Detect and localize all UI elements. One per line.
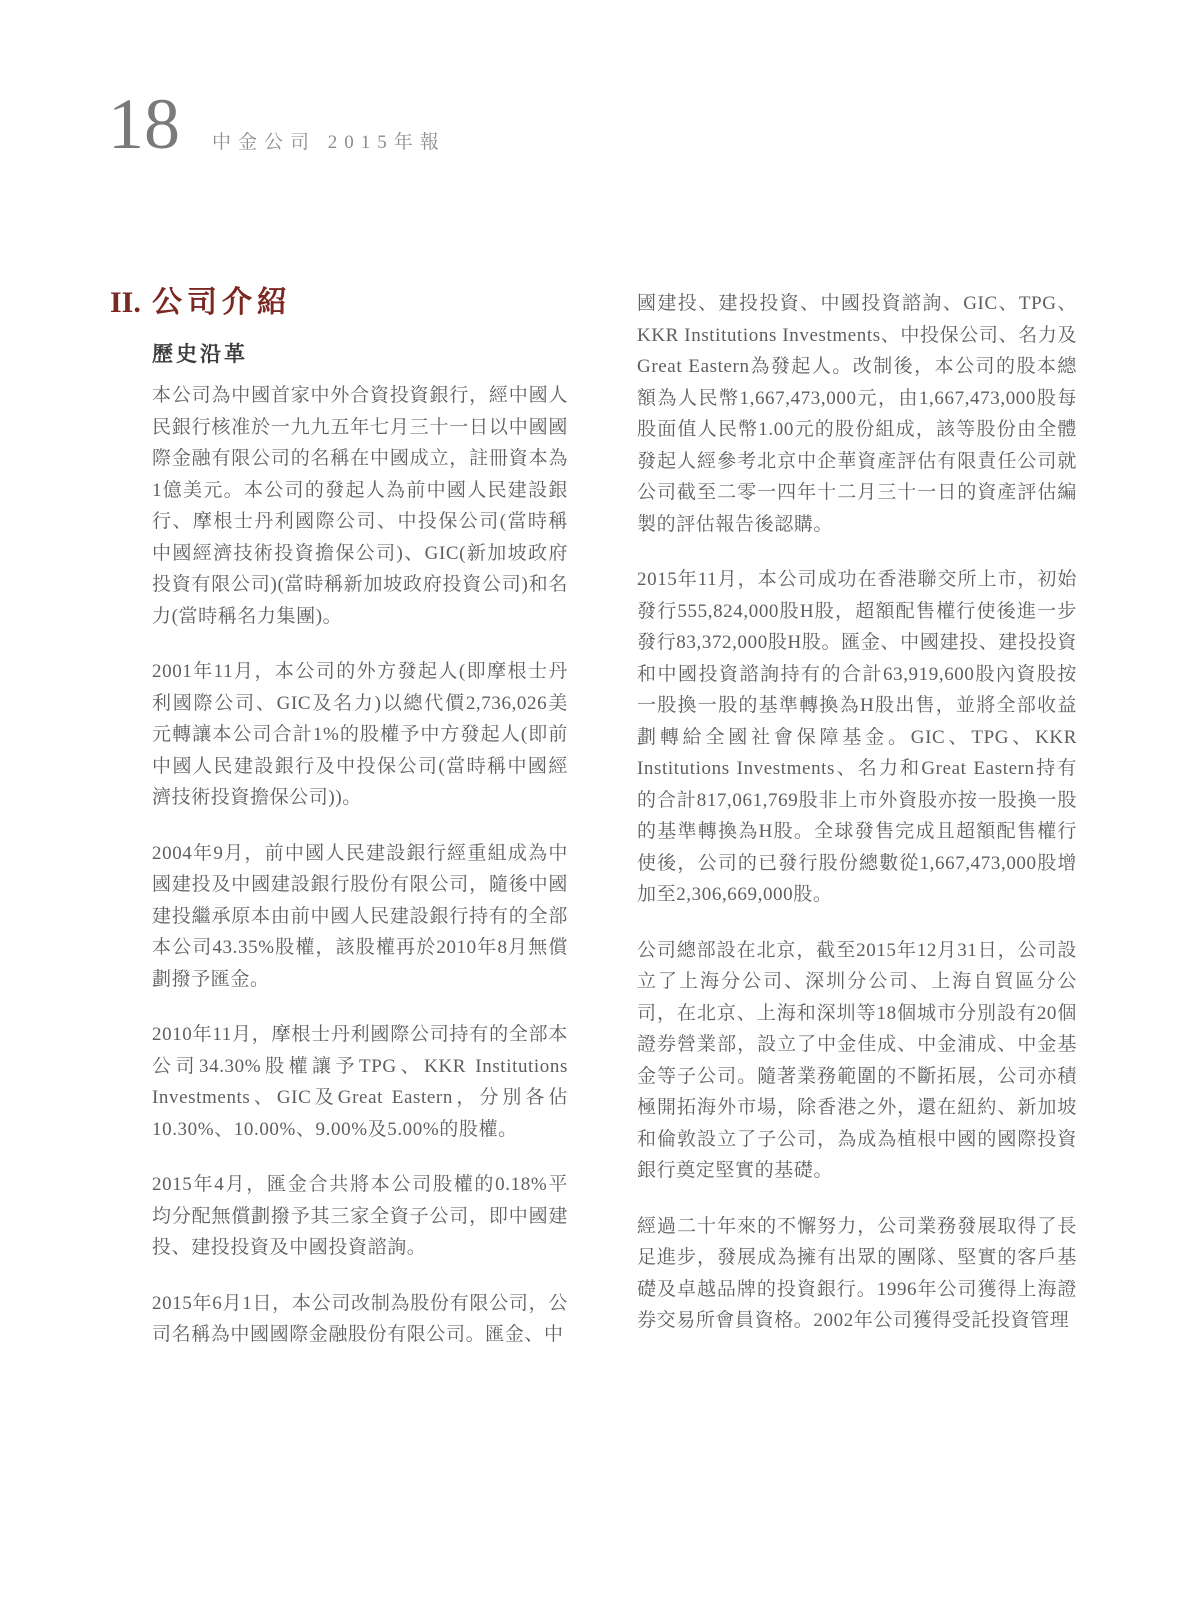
section-heading (110, 284, 292, 322)
paragraph: 2015年4月，匯金合共將本公司股權的0.18%平均分配無償劃撥予其三家全資子公司，即中國建投、建投投資及中國投資諮詢。 (152, 1174, 568, 1258)
paragraph: 2001年11月，本公司的外方發起人(即摩根士丹利國際公司、GIC及名力)以總代價2,736,026美元轉讓本公司合計1%的股權予中方發起人(即前中國人民建設銀行及中投保公司(當時稱中國經濟技術投資擔保公司))。 (152, 661, 568, 808)
page-header (108, 84, 446, 164)
paragraph: 公司總部設在北京，截至2015年12月31日，公司設立了上海分公司、深圳分公司、上海自貿區分公司，在北京、上海和深圳等18個城市分別設有20個證券營業部，設立了中金佳成、中金浦成、中金基金等子公司。隨著業務範圍的不斷拓展，公司亦積極開拓海外市場，除香港之外，還在紐約、新加坡和倫敦設立了子公司，為成為植根中國的國際投資銀行奠定堅實的基礎。 (637, 939, 1077, 1181)
page-number: 18 (108, 84, 180, 164)
section-title: 公司介紹 (152, 286, 292, 319)
paragraph: 2015年11月，本公司成功在香港聯交所上市，初始發行555,824,000股H股，超額配售權行使後進一步發行83,372,000股H股。匯金、中國建投、建投投資和中國投資諮詢持有的合計63,919,600股內資股按一股換一股的基準轉換為H股出售，並將全部收益劃轉給全國社會保障基金。GIC、TPG、KKR Institutions Investments、名力和Great Eastern持有的合計817,061,769股非上市外資股亦按一股換一股的基準轉換為H股。全球發售完成且超額配售權行使後，公司的已發行股份總數從1,667,473,000股增加至2,306,669,000股。 (637, 569, 1077, 905)
paragraph: 2010年11月，摩根士丹利國際公司持有的全部本公司34.30%股權讓予TPG、KKR Institutions Investments、GIC及Great Eastern，分別各佔10.30%、10.00%、9.00%及5.00%的股權。 (152, 1024, 568, 1140)
paragraph: 2015年6月1日，本公司改制為股份有限公司，公司名稱為中國國際金融股份有限公司。匯金、中 (152, 1292, 568, 1345)
right-column (637, 288, 1077, 1337)
paragraph: 經過二十年來的不懈努力，公司業務發展取得了長足進步，發展成為擁有出眾的團隊、堅實的客戶基礎及卓越品牌的投資銀行。1996年公司獲得上海證券交易所會員資格。2002年公司獲得受託投資管理 (637, 1215, 1077, 1331)
left-column (152, 380, 568, 1351)
paragraph: 國建投、建投投資、中國投資諮詢、GIC、TPG、KKR Institutions Investments、中投保公司、名力及Great Eastern為發起人。改制後，本公司的股本總額為人民幣1,667,473,000元，由1,667,473,000股每股面值人民幣1.00元的股份組成，該等股份由全體發起人經參考北京中企華資產評估有限責任公司就公司截至二零一四年十二月三十一日的資產評估編製的評估報告後認購。 (637, 293, 1077, 535)
section-subtitle: 歷史沿革 (152, 342, 248, 366)
paragraph: 本公司為中國首家中外合資投資銀行，經中國人民銀行核准於一九九五年七月三十一日以中國國際金融有限公司的名稱在中國成立，註冊資本為1億美元。本公司的發起人為前中國人民建設銀行、摩根士丹利國際公司、中投保公司(當時稱中國經濟技術投資擔保公司)、GIC(新加坡政府投資有限公司)(當時稱新加坡政府投資公司)和名力(當時稱名力集團)。 (152, 385, 568, 627)
section-number: II. (110, 286, 141, 319)
report-title: 中金公司 2015年報 (212, 132, 446, 153)
paragraph: 2004年9月，前中國人民建設銀行經重組成為中國建投及中國建設銀行股份有限公司，隨後中國建投繼承原本由前中國人民建設銀行持有的全部本公司43.35%股權，該股權再於2010年8月無償劃撥予匯金。 (152, 842, 568, 990)
